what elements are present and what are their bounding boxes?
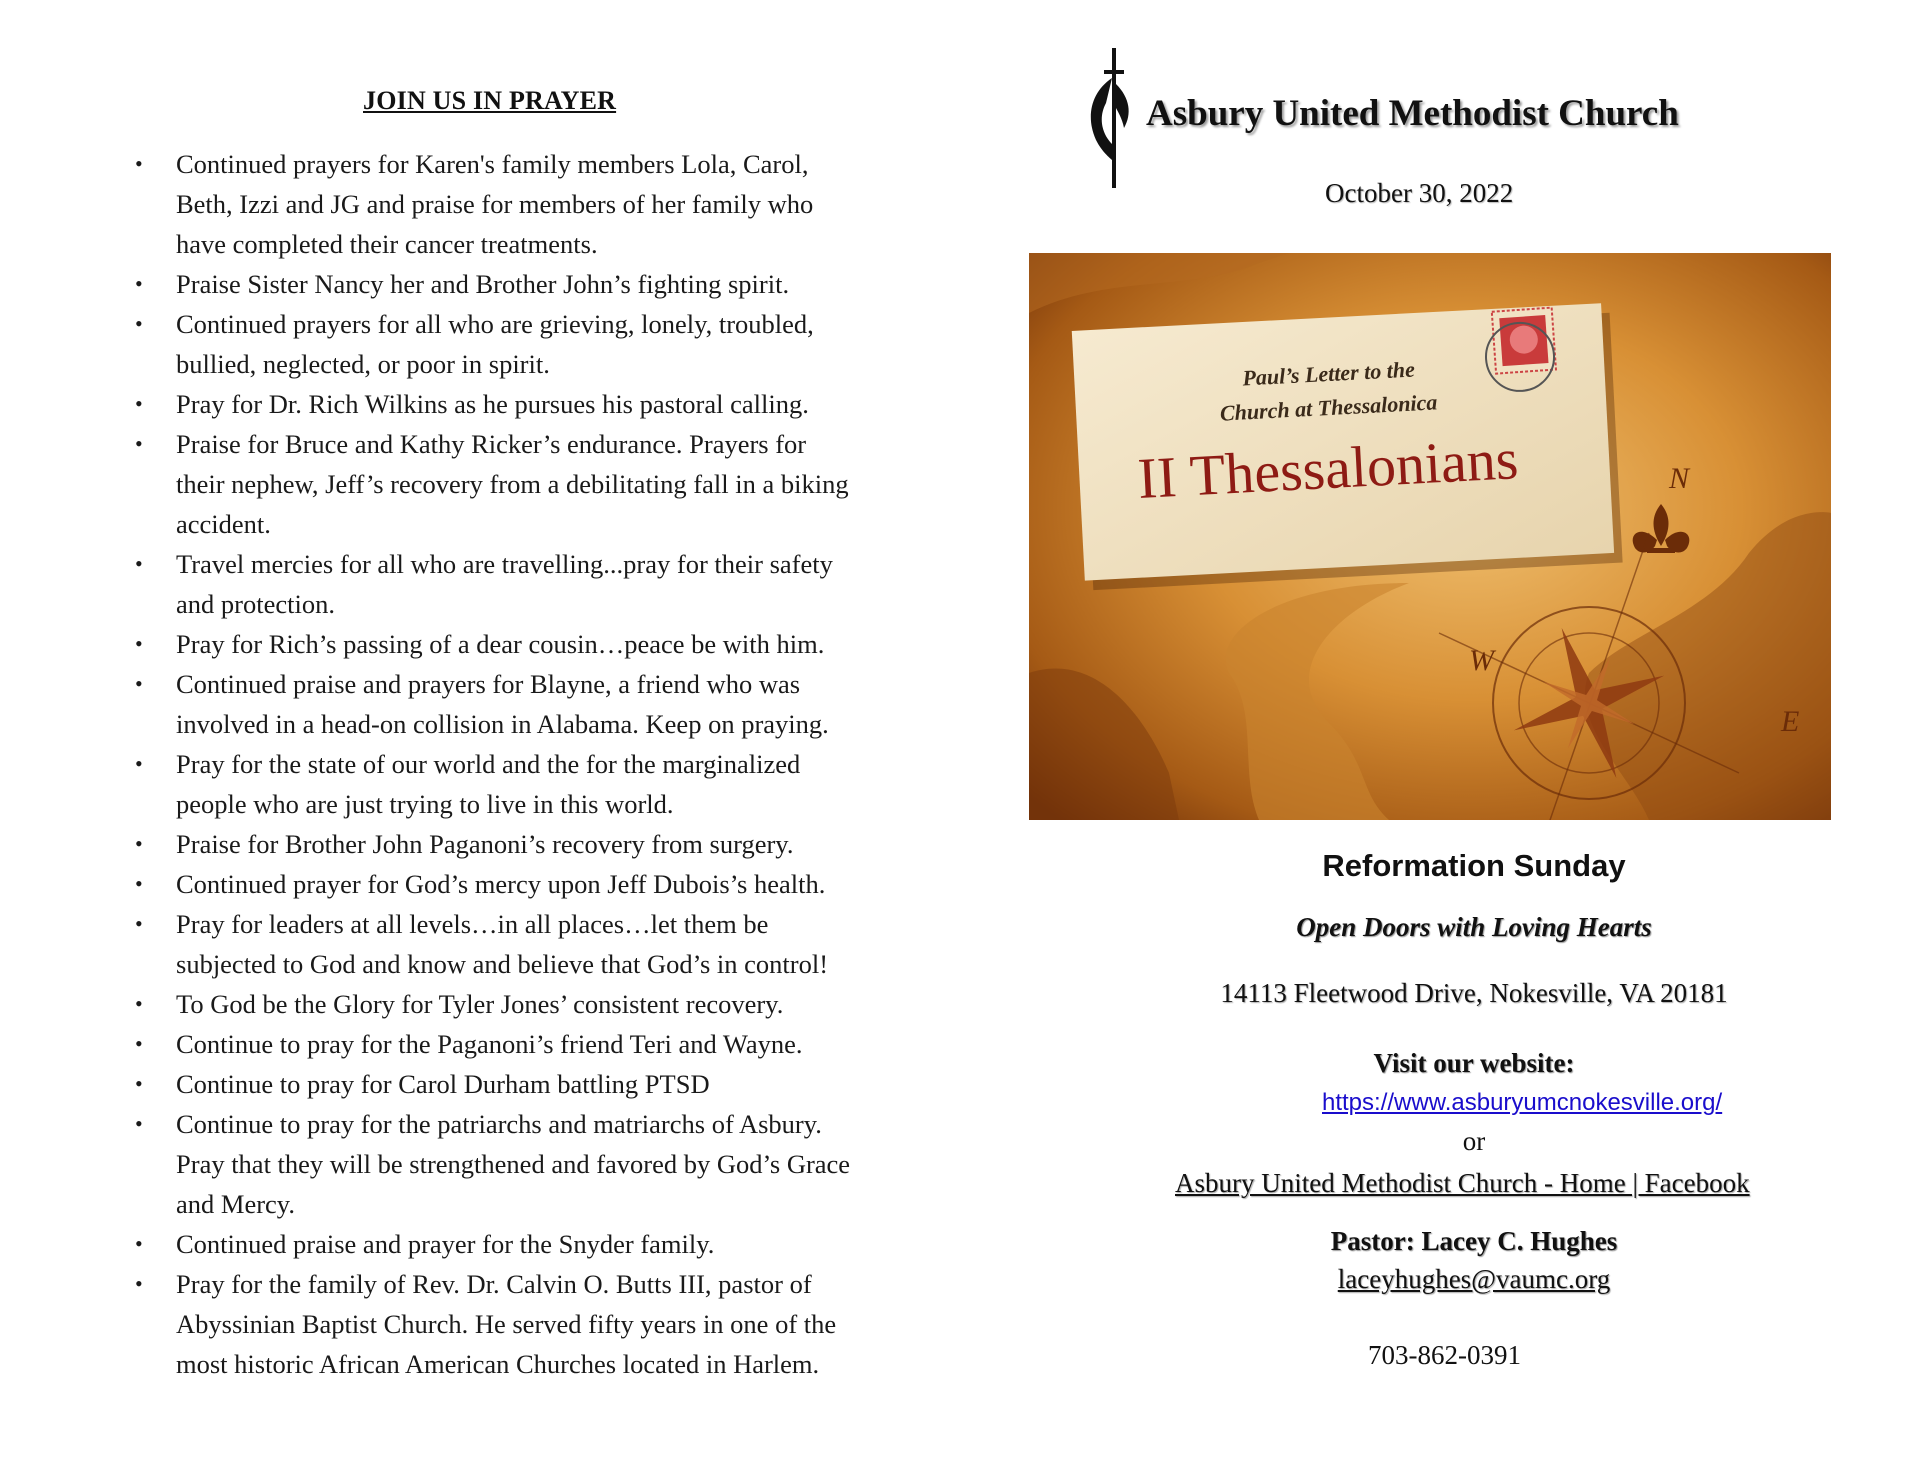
bullet-icon: • — [135, 991, 143, 1016]
prayer-item-line: Pray that they will be strengthened and favored by God’s Grace — [176, 1149, 851, 1179]
prayer-item-line: Pray for Rich’s passing of a dear cousin…peace be with him. — [176, 629, 825, 659]
prayer-item-line: Pray for the family of Rev. Dr. Calvin O. Butts III, pastor of — [176, 1269, 812, 1299]
bullet-icon: • — [135, 391, 143, 416]
prayer-item-line: Praise for Brother John Paganoni’s recovery from surgery. — [176, 829, 794, 859]
compass-west-label: W — [1469, 644, 1494, 677]
prayer-item-line: Continue to pray for the Paganoni’s friend Teri and Wayne. — [176, 1029, 803, 1059]
prayer-item-line: Travel mercies for all who are travelling...pray for their safety — [176, 549, 833, 579]
church-name: Asbury United Methodist Church — [1146, 93, 1679, 134]
prayer-item — [130, 1224, 950, 1264]
bullet-icon: • — [135, 551, 143, 576]
bullet-icon: • — [135, 911, 143, 936]
sermon-banner — [1029, 253, 1831, 820]
prayer-item-line: and protection. — [176, 589, 335, 619]
church-motto: Open Doors with Loving Hearts — [1296, 912, 1652, 942]
prayer-item-line: Beth, Izzi and JG and praise for members of her family who — [176, 189, 814, 219]
banner-subtitle-line2: Church at Thessalonica — [1219, 389, 1438, 426]
prayer-item-line: Praise for Bruce and Kathy Ricker’s endurance. Prayers for — [176, 429, 807, 459]
prayer-item-line: Continued prayers for all who are grieving, lonely, troubled, — [176, 309, 814, 339]
prayer-item-line: Pray for Dr. Rich Wilkins as he pursues his pastoral calling. — [176, 389, 809, 419]
compass-east-label: E — [1781, 705, 1800, 738]
prayer-title: JOIN US IN PRAYER — [363, 86, 617, 115]
prayer-item-line: To God be the Glory for Tyler Jones’ consistent recovery. — [176, 989, 784, 1019]
prayer-item — [130, 1264, 950, 1384]
bullet-icon: • — [135, 1271, 143, 1296]
prayer-item-line: Continued prayer for God’s mercy upon Jeff Dubois’s health. — [176, 869, 826, 899]
bullet-icon: • — [135, 151, 143, 176]
bullet-icon: • — [135, 311, 143, 336]
prayer-item-line: and Mercy. — [176, 1189, 295, 1219]
prayer-item-line: Abyssinian Baptist Church. He served fifty years in one of the — [176, 1309, 837, 1339]
prayer-item-line: involved in a head-on collision in Alabama. Keep on praying. — [176, 709, 829, 739]
prayer-item — [130, 744, 950, 824]
bullet-icon: • — [135, 1071, 143, 1096]
prayer-item — [130, 984, 950, 1024]
compass-north-label: N — [1669, 462, 1690, 495]
prayer-item — [130, 384, 950, 424]
bullet-icon: • — [135, 631, 143, 656]
prayer-item — [130, 864, 950, 904]
prayer-item-line: Continued praise and prayer for the Snyder family. — [176, 1229, 715, 1259]
pastor-name: Pastor: Lacey C. Hughes — [1330, 1226, 1618, 1256]
banner-illustration — [1029, 253, 1831, 820]
cross-flame-logo — [1082, 48, 1146, 188]
prayer-item — [130, 664, 950, 744]
prayer-item — [130, 1024, 950, 1064]
bullet-icon: • — [135, 431, 143, 456]
prayer-item — [130, 624, 950, 664]
prayer-item-line: people who are just trying to live in this world. — [176, 789, 674, 819]
banner-title: II Thessalonians — [1136, 426, 1520, 511]
prayer-item-line: most historic African American Churches located in Harlem. — [176, 1349, 820, 1379]
website-link[interactable]: https://www.asburyumcnokesville.org/ — [1322, 1089, 1723, 1116]
prayer-item-line: Continue to pray for the patriarchs and matriarchs of Asbury. — [176, 1109, 822, 1139]
prayer-panel — [130, 86, 950, 1384]
bullet-icon: • — [135, 271, 143, 296]
facebook-link[interactable]: Asbury United Methodist Church - Home | Facebook — [1175, 1168, 1750, 1198]
prayer-item — [130, 144, 950, 264]
prayer-item-line: subjected to God and know and believe that God’s in control! — [176, 949, 829, 979]
prayer-item-line: their nephew, Jeff’s recovery from a debilitating fall in a biking — [176, 469, 849, 499]
sunday-title: Reformation Sunday — [1322, 848, 1626, 883]
prayer-list — [130, 144, 950, 1384]
prayer-item — [130, 304, 950, 384]
prayer-item-line: Continued prayers for Karen's family members Lola, Carol, — [176, 149, 809, 179]
bulletin-date: October 30, 2022 — [1325, 178, 1514, 208]
church-address: 14113 Fleetwood Drive, Nokesville, VA 20181 — [1220, 978, 1728, 1008]
pastor-email-link[interactable]: laceyhughes@vaumc.org — [1337, 1264, 1611, 1294]
church-phone: 703-862-0391 — [1368, 1340, 1521, 1370]
prayer-item — [130, 424, 950, 544]
prayer-item — [130, 544, 950, 624]
banner-subtitle-line1: Paul’s Letter to the — [1241, 356, 1416, 391]
bullet-icon: • — [135, 671, 143, 696]
prayer-item-line: Continue to pray for Carol Durham battling PTSD — [176, 1069, 710, 1099]
prayer-item — [130, 824, 950, 864]
prayer-item-line: have completed their cancer treatments. — [176, 229, 598, 259]
bullet-icon: • — [135, 751, 143, 776]
bullet-icon: • — [135, 1231, 143, 1256]
or-text: or — [1462, 1126, 1486, 1156]
bullet-icon: • — [135, 1111, 143, 1136]
prayer-item — [130, 904, 950, 984]
prayer-item — [130, 264, 950, 304]
prayer-item-line: Pray for leaders at all levels…in all places…let them be — [176, 909, 769, 939]
bullet-icon: • — [135, 831, 143, 856]
prayer-item-line: Praise Sister Nancy her and Brother John’s fighting spirit. — [176, 269, 790, 299]
prayer-item — [130, 1104, 950, 1224]
visit-website-label: Visit our website: — [1373, 1048, 1575, 1078]
prayer-item-line: Pray for the state of our world and the for the marginalized — [176, 749, 801, 779]
bullet-icon: • — [135, 1031, 143, 1056]
bullet-icon: • — [135, 871, 143, 896]
prayer-item-line: bullied, neglected, or poor in spirit. — [176, 349, 550, 379]
prayer-item-line: Continued praise and prayers for Blayne, a friend who was — [176, 669, 801, 699]
prayer-item — [130, 1064, 950, 1104]
prayer-item-line: accident. — [176, 509, 271, 539]
